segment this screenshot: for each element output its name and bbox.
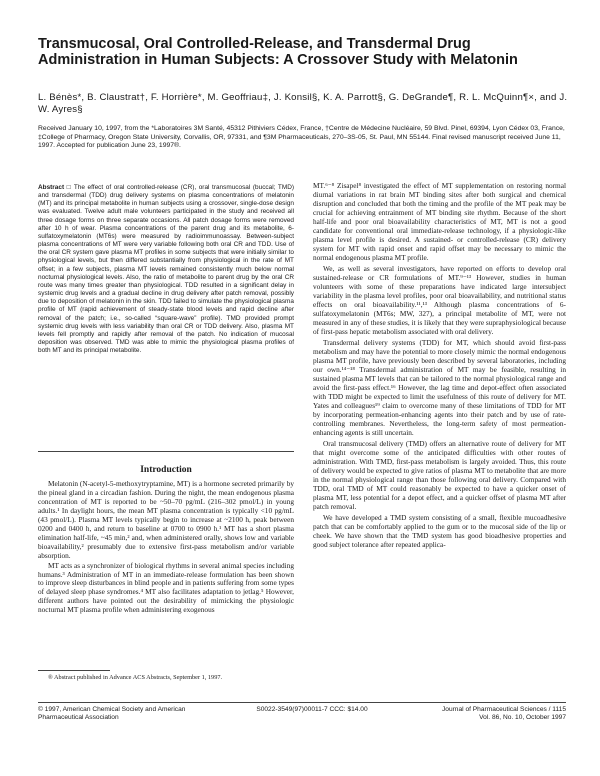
introduction-heading: Introduction (140, 465, 192, 475)
footnote-advance-abstract: ® Abstract published in Advance ACS Abstracts, September 1, 1997. (48, 674, 223, 681)
right-paragraph-2: We, as well as several investigators, have reported on efforts to develop oral sustained-release or CR formulations of MT.⁹⁻¹³ However, studies in human volunteers with some of these preparations have indicated large intersubject variability in the plasma level profiles, poor oral bioavailability, and nutritional status effects on oral bioavailability.¹¹,¹³ Although plasma concentrations of 6-sulfatoxymelatonin (MT6s; MW, 327), a principal metabolite of MT, were not measured in any of these studies, it is likely that they were supraphysiological because of first-pass hepatic metabolism associated with oral delivery. (313, 264, 566, 336)
introduction-body (38, 480, 294, 615)
footer-journal-page: Journal of Pharmaceutical Sciences / 1115 (441, 706, 566, 713)
right-paragraph-5: We have developed a TMD system consisting of a small, flexible mucoadhesive patch that can be comfortably applied to the gum or to the mucosal side of the lip or cheek. We have shown that the TMD system has good bioadhesive properties and good subject tolerance after repeated applica- (313, 513, 566, 550)
footer-journal-volume: Vol. 86, No. 10, October 1997 (479, 714, 566, 722)
right-paragraph-3: Transdermal delivery systems (TDD) for MT, which should avoid first-pass metabolism and may have the potential to more closely mimic the normal endogenous plasma MT profile, have previously been described by several laboratories, including our own.¹⁴⁻¹⁸ Transdermal administration of MT may be feasible, resulting in sustained plasma MT levels that can be tailored to the normal physiological range and avoid the first-pass effect.¹⁶ However, the lag time and depot-effect often associated with TDD might be expected to limit the usefulness of this route of delivery for MT. Yates and colleagues¹⁹ claim to overcome many of these limitations of TDD for MT by incorporating permeation-enhancing agents into their patch and by use of rate-controlling membranes. Nevertheless, the long-term safety of most permeation-enhancing agents is still uncertain. (313, 338, 566, 437)
footer-doi: S0022-3549(97)00011-7 CCC: $14.00 (256, 706, 368, 713)
author-list: L. Bénès*, B. Claustrat†, F. Horrière*, M. Geoffriau‡, J. Konsil§, K. A. Parrott§, G. DeGrande¶, R. L. McQuinn¶×, and J. W. Ayres§ (38, 92, 568, 115)
left-column-top (38, 184, 294, 355)
right-paragraph-1: MT.⁶⁻⁸ Zisapel⁸ investigated the effect of MT supplementation on restoring normal diurnal variations in rat brain MT binding sites after both surgical and chemical disruption and concluded that both the timing and the profile of the MT peak may be crucial for achieving entrainment of MT binding site rhythm. Because of the short half-life and poor oral bioavailability characteristics of MT, MT is not a good candidate for conventional oral immediate-release technology, if a physiologic-like plasma level profile is desired. A sustained- or controlled-release (CR) delivery system for MT with rapid onset and rapid offset may be necessary to mimic the normal endogenous plasma MT profile. (313, 181, 566, 262)
abstract (38, 184, 294, 355)
footnote-divider (38, 670, 110, 671)
received-affiliations: Received January 10, 1997, from the *Laboratoires 3M Santé, 45312 Pithiviers Cédex, France, †Centre de Médecine Nucléaire, 59 Blvd. Pinel, 69394, Lyon Cédex 03, France, ‡College of Pharmacy, Oregon State University, Corvallis, OR, 97331, and ¶3M Pharmaceuticals, 270–3S-05, St. Paul, MN 55144. Final revised manuscript received June 11, 1997. Accepted for publication June 23, 1997®. (38, 125, 565, 149)
intro-paragraph-2: MT acts as a synchronizer of biological rhythms in several animal species including humans.³ Administration of MT in an immediate-release formulation has been shown to improve sleep disturbances in blind people and in patients suffering from some types of delayed sleep phase syndromes.⁴ MT also facilitates adaptation to jetlag.⁵ However, different authors have pointed out the desirability of mimicking the physiologic nocturnal MT plasma profile when administering exogenous (38, 560, 294, 615)
abstract-divider (38, 451, 294, 452)
right-paragraph-4: Oral transmucosal delivery (TMD) offers an alternative route of delivery for MT that might overcome some of the anticipated difficulties with other routes of administration. With TMD, first-pass metabolism is largely avoided. Thus, this route of delivery would be expected to give ratios of plasma MT to metabolite that are more in the normal physiological range than those following oral delivery. Compared with TDD, oral TMD of MT could reasonably be expected to have a quicker onset of plasma MT, less potential for a depot effect, and a quicker offset of plasma MT after patch removal. (313, 439, 566, 511)
abstract-label: Abstract (38, 184, 65, 191)
abstract-marker: □ (66, 184, 72, 191)
intro-paragraph-1: Melatonin (N-acetyl-5-methoxytryptamine, MT) is a hormone secreted primarily by the pineal gland in a circadian fashion. During the night, the mean endogenous plasma concentration of MT is reported to be ~50–70 pg/mL (216–302 pmol/L) in young adults.¹ In daylight hours, the mean MT plasma concentration is typically <10 pg/mL (43 pmol/L). Plasma MT levels typically begin to increase at ~2100 h, peak between 0200 and 0400 h, and return to baseline at 0700 to 0900 h.¹ MT has a short plasma elimination half-life, ~45 min,² and, when administered orally, shows low and variable bioavailability,² presumably due to extensive first-pass metabolism and/or variable absorption. (38, 479, 294, 560)
right-column (313, 182, 566, 550)
footer-divider (38, 702, 566, 703)
article-title: Transmucosal, Oral Controlled-Release, and Transdermal Drug Administration in Human Subjects: A Crossover Study with Melatonin (38, 36, 518, 68)
footer-journal (396, 706, 566, 722)
footer-copyright: © 1997, American Chemical Society and American Pharmaceutical Association (38, 706, 186, 722)
abstract-text: The effect of oral controlled-release (CR), oral transmucosal (buccal; TMD) and transdermal (TDD) drug delivery systems on plasma concentrations of melatonin (MT) and its principal metabolite in human subjects using a crossover, single-dose design was evaluated. Twelve adult male volunteers participated in the study and received all three dosage forms on three separate occasions. All patch dosage forms were removed after 10 h of wear. Plasma concentrations of the parent drug and its metabolite, 6-sulfatoxymelatonin (MT6s) were measured by radioimmunoassay. Between-subject plasma concentrations of MT were very variable following both oral CR and TDD. Use of the oral CR system gave plasma MT profiles in some subjects that were initially similar to physiological levels, but then differed substantially from physiological in the rate of MT offset; in a few subjects, plasma MT levels remained consistently much below normal nocturnal physiological levels. Also, the ratio of metabolite to parent drug by the oral CR route was many times greater than physiological. TDD resulted in a significant delay in systemic drug levels and a gradual decline in drug delivery after patch removal, possibly due to deposition of melatonin in the skin. TDD failed to simulate the physiological plasma profile of MT (rapid achievement of steady-state blood levels and rapid decline after removal of the patch; i.e., so-called “square-wave” profile). TMD provided prompt systemic drug levels with less variability than oral CR or TDD delivery. Also, plasma MT levels fell promptly and rapidly after removal of the patch. No indication of mucosal deposition was observed. TMD was able to mimic the physiological plasma profiles of both MT and its principal metabolite. (38, 184, 294, 355)
